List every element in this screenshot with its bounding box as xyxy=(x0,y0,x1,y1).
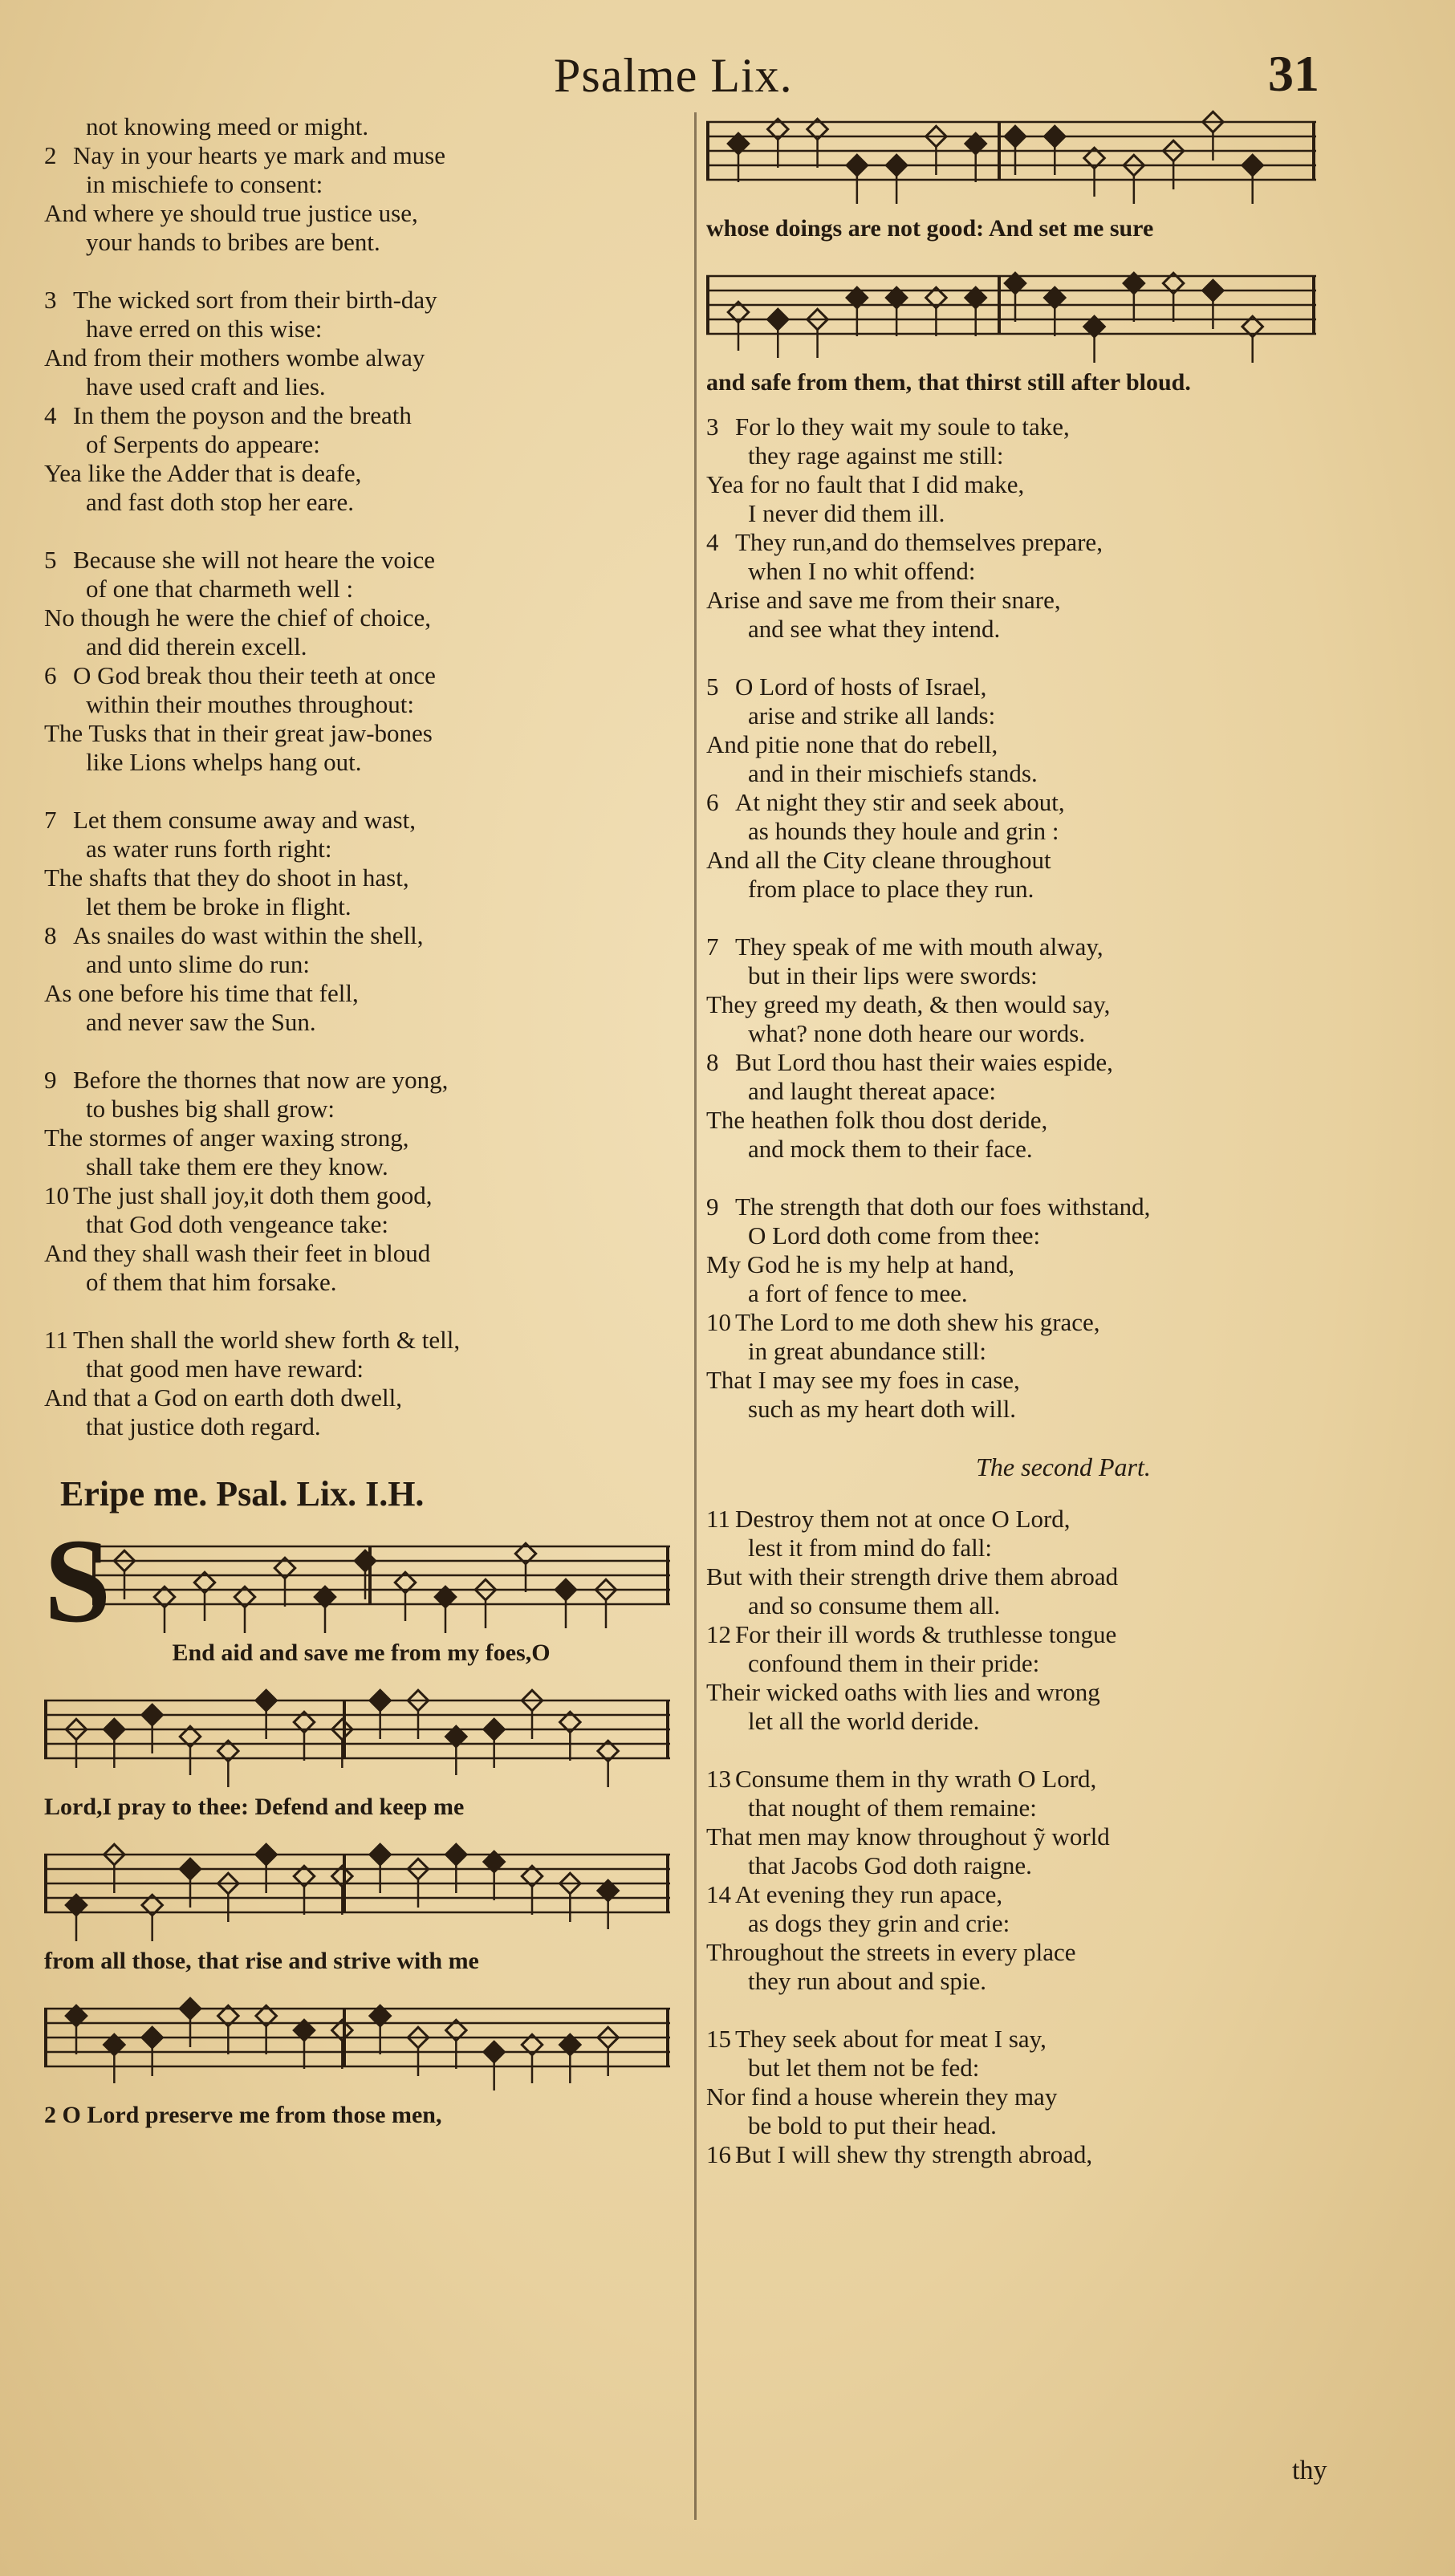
verse-line xyxy=(706,1308,1420,1337)
verse-text: They speak of me with mouth alway, xyxy=(735,932,1103,961)
column-divider xyxy=(694,112,697,2520)
verse-text: a fort of fence to mee. xyxy=(748,1279,968,1307)
verse-text: lest it from mind do fall: xyxy=(748,1534,992,1562)
stanza xyxy=(44,1326,678,1441)
verse-text: The Lord to me doth shew his grace, xyxy=(735,1308,1100,1336)
verse-line xyxy=(706,701,1420,730)
verse-line xyxy=(44,1326,678,1355)
stanza xyxy=(44,546,678,777)
verse-number: 9 xyxy=(44,1066,57,1094)
note-head xyxy=(370,1690,390,1710)
stanza xyxy=(44,286,678,517)
verse-text: but in their lips were swords: xyxy=(748,961,1038,989)
verse-text: in mischiefe to consent: xyxy=(86,170,323,198)
verse-text: For lo they wait my soule to take, xyxy=(735,412,1070,441)
verse-text: and laught thereat apace: xyxy=(748,1077,996,1105)
page-number: 31 xyxy=(1268,45,1319,102)
verse-line xyxy=(44,1239,678,1268)
verse-line xyxy=(706,586,1420,615)
stanza xyxy=(44,112,678,257)
verse-line xyxy=(44,1123,678,1152)
verse-line xyxy=(706,1562,1420,1591)
verse-text: The wicked sort from their birth-day xyxy=(73,286,437,314)
verse-line xyxy=(706,759,1420,788)
verse-text: Nay in your hearts ye mark and muse xyxy=(73,141,446,169)
verse-line xyxy=(44,921,678,950)
verse-text: Throughout the streets in every place xyxy=(706,1938,1076,1966)
music-staff xyxy=(706,104,1420,209)
verse-number: 5 xyxy=(44,546,57,574)
verse-line xyxy=(44,979,678,1008)
verse-text: The just shall joy,it doth them good, xyxy=(73,1181,433,1209)
note-head xyxy=(370,1844,390,1864)
verse-number: 7 xyxy=(706,932,719,961)
verse-text: have used craft and lies. xyxy=(86,372,326,400)
verse-text: what? none doth heare our words. xyxy=(748,1019,1086,1047)
verse-text: The strength that doth our foes withstand, xyxy=(735,1193,1151,1221)
music-lyric: and safe from them, that thirst still after bloud. xyxy=(706,369,1191,396)
verse-line xyxy=(706,1851,1420,1880)
verse-text: as dogs they grin and crie: xyxy=(748,1909,1010,1937)
verse-line xyxy=(44,1383,678,1412)
verse-line xyxy=(706,1135,1420,1164)
verse-line xyxy=(44,315,678,343)
verse-text: let all the world deride. xyxy=(748,1707,980,1735)
verse-text: At evening they run apace, xyxy=(735,1880,1003,1908)
staff-notation xyxy=(706,104,1316,209)
note-head xyxy=(180,1998,200,2018)
stanza xyxy=(706,412,1420,644)
verse-line xyxy=(706,1707,1420,1736)
note-head xyxy=(555,1579,575,1599)
verse-text: and never saw the Sun. xyxy=(86,1008,316,1036)
verse-text: let them be broke in flight. xyxy=(86,892,352,920)
drop-cap: S xyxy=(44,1514,112,1648)
verse-text: But with their strength drive them abroad xyxy=(706,1562,1119,1591)
verse-line xyxy=(706,1221,1420,1250)
verse-line xyxy=(44,1268,678,1297)
verse-text: and see what they intend. xyxy=(748,615,1001,643)
note-head xyxy=(104,1719,124,1739)
verse-number: 4 xyxy=(706,528,719,556)
verse-text: and unto slime do run: xyxy=(86,950,310,978)
verse-line xyxy=(706,1534,1420,1562)
verse-number: 15 xyxy=(706,2025,731,2053)
staff-notation xyxy=(44,1683,670,1787)
music-lyric: from all those, that rise and strive with me xyxy=(44,1948,479,1974)
verse-text: In them the poyson and the breath xyxy=(73,401,412,429)
verse-text: your hands to bribes are bent. xyxy=(86,228,380,256)
verse-line xyxy=(44,719,678,748)
verse-text: and in their mischiefs stands. xyxy=(748,759,1038,787)
verse-number: 11 xyxy=(706,1505,730,1533)
verse-text: That I may see my foes in case, xyxy=(706,1366,1020,1394)
verse-text: As snailes do wast within the shell, xyxy=(73,921,424,949)
running-title: Psalme Lix. xyxy=(554,49,793,102)
verse-text: I never did them ill. xyxy=(748,499,945,527)
verse-text: have erred on this wise: xyxy=(86,315,323,343)
verse-line xyxy=(706,1193,1420,1221)
verse-text: The Tusks that in their great jaw-bones xyxy=(44,719,433,747)
verse-text: For their ill words & truthlesse tongue xyxy=(735,1620,1117,1648)
stanza xyxy=(706,2025,1420,2169)
verse-text: and fast doth stop her eare. xyxy=(86,488,354,516)
verse-number: 9 xyxy=(706,1193,719,1221)
verse-line xyxy=(706,961,1420,990)
verse-text: that Jacobs God doth raigne. xyxy=(748,1851,1032,1879)
verse-text: No though he were the chief of choice, xyxy=(44,603,432,632)
staff-notation xyxy=(44,1991,670,2095)
staff-notation xyxy=(706,258,1316,363)
note-head xyxy=(446,1844,466,1864)
verse-number: 2 xyxy=(44,141,57,169)
verse-number: 5 xyxy=(706,672,719,701)
verse-line xyxy=(44,488,678,517)
verse-text: Yea for no fault that I did make, xyxy=(706,470,1025,498)
verse-text: O God break thou their teeth at once xyxy=(73,661,436,689)
note-head xyxy=(484,1719,504,1739)
verse-line xyxy=(706,1395,1420,1424)
verse-line xyxy=(706,1880,1420,1909)
verse-number: 6 xyxy=(44,661,57,689)
verse-text: And that a God on earth doth dwell, xyxy=(44,1383,402,1412)
verse-text: be bold to put their head. xyxy=(748,2111,997,2139)
verse-number: 12 xyxy=(706,1620,731,1648)
note-head xyxy=(142,1704,162,1725)
verse-line xyxy=(44,1181,678,1210)
verse-line xyxy=(44,546,678,575)
verse-line xyxy=(44,632,678,661)
verse-text: But Lord thou hast their waies espide, xyxy=(735,1048,1113,1076)
verse-number: 4 xyxy=(44,401,57,429)
verse-line xyxy=(706,932,1420,961)
verse-line xyxy=(706,1106,1420,1135)
verse-text: That men may know throughout ỹ world xyxy=(706,1822,1110,1851)
verse-line xyxy=(44,748,678,777)
note-head xyxy=(1045,126,1065,146)
verse-text: they rage against me still: xyxy=(748,441,1004,469)
verse-text: Consume them in thy wrath O Lord, xyxy=(735,1765,1097,1793)
verse-line xyxy=(706,1019,1420,1048)
verse-line xyxy=(44,1066,678,1095)
verse-line xyxy=(706,1967,1420,1996)
verse-line xyxy=(706,1822,1420,1851)
verse-text: in great abundance still: xyxy=(748,1337,986,1365)
part-heading: The second Part. xyxy=(976,1453,1151,1481)
tune-heading: Eripe me. Psal. Lix. I.H. xyxy=(60,1474,425,1514)
verse-text: to bushes big shall grow: xyxy=(86,1095,335,1123)
verse-text: Nor find a house wherein they may xyxy=(706,2082,1058,2111)
music-staff xyxy=(706,258,1420,363)
verse-line xyxy=(706,1591,1420,1620)
verse-line xyxy=(44,892,678,921)
verse-text: that justice doth regard. xyxy=(86,1412,321,1440)
left-verses xyxy=(44,112,678,1441)
verse-line xyxy=(706,2140,1420,2169)
verse-text: within their mouthes throughout: xyxy=(86,690,414,718)
verse-text: Before the thornes that now are yong, xyxy=(73,1066,449,1094)
verse-text: And pitie none that do rebell, xyxy=(706,730,998,758)
verse-text: of one that charmeth well : xyxy=(86,575,354,603)
verse-line xyxy=(706,1909,1420,1938)
verse-text: of Serpents do appeare: xyxy=(86,430,320,458)
verse-text: Their wicked oaths with lies and wrong xyxy=(706,1678,1100,1706)
verse-line xyxy=(706,499,1420,528)
verse-text: O Lord doth come from thee: xyxy=(748,1221,1041,1249)
verse-line xyxy=(706,1048,1420,1077)
verse-line xyxy=(44,806,678,835)
verse-number: 7 xyxy=(44,806,57,834)
verse-line xyxy=(706,2025,1420,2054)
verse-text: they run about and spie. xyxy=(748,1967,987,1995)
note-head xyxy=(256,1844,276,1864)
verse-text: The shafts that they do shoot in hast, xyxy=(44,863,409,892)
verse-line xyxy=(706,875,1420,904)
verse-number: 3 xyxy=(44,286,57,314)
verse-line xyxy=(44,199,678,228)
verse-line xyxy=(44,430,678,459)
staff-notation xyxy=(44,1837,670,1941)
stanza xyxy=(706,672,1420,904)
verse-number: 8 xyxy=(44,921,57,949)
verse-line xyxy=(706,846,1420,875)
verse-text: from place to place they run. xyxy=(748,875,1034,903)
verse-number: 13 xyxy=(706,1765,731,1793)
verse-line xyxy=(706,1366,1420,1395)
verse-line xyxy=(706,672,1420,701)
verse-line xyxy=(44,228,678,257)
verse-number: 14 xyxy=(706,1880,731,1908)
verse-line xyxy=(44,286,678,315)
verse-text: Yea like the Adder that is deafe, xyxy=(44,459,362,487)
verse-line xyxy=(706,1765,1420,1794)
verse-line xyxy=(706,441,1420,470)
verse-line xyxy=(706,412,1420,441)
verse-text: and so consume them all. xyxy=(748,1591,1001,1619)
verse-line xyxy=(706,1505,1420,1534)
verse-text: The stormes of anger waxing strong, xyxy=(44,1123,409,1152)
left-column xyxy=(44,112,678,2145)
verse-number: 10 xyxy=(44,1181,69,1209)
verse-line xyxy=(706,2111,1420,2140)
verse-number: 8 xyxy=(706,1048,719,1076)
verse-text: not knowing meed or might. xyxy=(86,112,369,140)
verse-line xyxy=(706,788,1420,817)
verse-line xyxy=(44,835,678,863)
note-head xyxy=(142,2027,162,2047)
verse-text: shall take them ere they know. xyxy=(86,1152,388,1180)
verse-text: Let them consume away and wast, xyxy=(73,806,416,834)
verse-text: Arise and save me from their snare, xyxy=(706,586,1061,614)
verse-text: and mock them to their face. xyxy=(748,1135,1033,1163)
verse-line xyxy=(44,1008,678,1037)
verse-line xyxy=(706,1250,1420,1279)
verse-line xyxy=(44,1355,678,1383)
verse-text: And from their mothers wombe alway xyxy=(44,343,425,372)
verse-text: arise and strike all lands: xyxy=(748,701,996,729)
verse-text: confound them in their pride: xyxy=(748,1649,1040,1677)
note-head xyxy=(847,155,867,175)
verse-line xyxy=(44,661,678,690)
verse-text: And all the City cleane throughout xyxy=(706,846,1051,874)
stanza xyxy=(706,1505,1420,1736)
verse-text: Destroy them not at once O Lord, xyxy=(735,1505,1071,1533)
verse-line xyxy=(706,615,1420,644)
verse-text: They seek about for meat I say, xyxy=(735,2025,1047,2053)
verse-text: And they shall wash their feet in bloud xyxy=(44,1239,431,1267)
right-verses xyxy=(706,412,1420,1424)
verse-text: as hounds they houle and grin : xyxy=(748,817,1059,845)
note-head xyxy=(768,309,788,329)
verse-text: At night they stir and seek about, xyxy=(735,788,1065,816)
verse-line xyxy=(706,1678,1420,1707)
verse-text: such as my heart doth will. xyxy=(748,1395,1017,1423)
note-head xyxy=(355,1550,375,1570)
catchword: thy xyxy=(1292,2456,1327,2485)
verse-line xyxy=(706,1077,1420,1106)
verse-text: The heathen folk thou dost deride, xyxy=(706,1106,1048,1134)
stanza xyxy=(706,1193,1420,1424)
verse-text: Because she will not heare the voice xyxy=(73,546,436,574)
verse-text: that nought of them remaine: xyxy=(748,1794,1037,1822)
verse-text: They run,and do themselves prepare, xyxy=(735,528,1103,556)
stanza xyxy=(44,806,678,1037)
verse-text: but let them not be fed: xyxy=(748,2054,980,2082)
verse-text: But I will shew thy strength abroad, xyxy=(735,2140,1093,2168)
verse-text: Then shall the world shew forth & tell, xyxy=(73,1326,461,1354)
verse-line xyxy=(44,372,678,401)
verse-line xyxy=(44,112,678,141)
verse-line xyxy=(706,470,1420,499)
verse-number: 11 xyxy=(44,1326,68,1354)
music-staff xyxy=(44,1683,678,1787)
music-staff xyxy=(44,1514,678,1648)
verse-text: As one before his time that fell, xyxy=(44,979,359,1007)
note-head xyxy=(484,2042,504,2062)
verse-line xyxy=(44,1095,678,1123)
verse-text: O Lord of hosts of Israel, xyxy=(735,672,987,701)
verse-text: as water runs forth right: xyxy=(86,835,332,863)
verse-line xyxy=(706,1794,1420,1822)
stanza xyxy=(706,932,1420,1164)
staff-notation xyxy=(92,1529,670,1633)
verse-line xyxy=(44,170,678,199)
stanza xyxy=(44,1066,678,1297)
verse-line xyxy=(706,1337,1420,1366)
verse-line xyxy=(706,1620,1420,1649)
verse-text: that good men have reward: xyxy=(86,1355,364,1383)
verse-line xyxy=(44,401,678,430)
verse-text: And where ye should true justice use, xyxy=(44,199,418,227)
verse-text: like Lions whelps hang out. xyxy=(86,748,362,776)
verse-line xyxy=(44,343,678,372)
verse-number: 6 xyxy=(706,788,719,816)
verse-line xyxy=(44,1210,678,1239)
music-lyric: whose doings are not good: And set me sure xyxy=(706,215,1154,242)
music-staff xyxy=(44,1991,678,2095)
note-head xyxy=(1203,280,1223,300)
verse-line xyxy=(706,730,1420,759)
verse-line xyxy=(706,528,1420,557)
verse-line xyxy=(706,1279,1420,1308)
verse-text: My God he is my help at hand, xyxy=(706,1250,1015,1278)
verse-line xyxy=(44,459,678,488)
verse-line xyxy=(44,690,678,719)
verse-line xyxy=(44,1412,678,1441)
verse-text: that God doth vengeance take: xyxy=(86,1210,389,1238)
verse-line xyxy=(706,990,1420,1019)
verse-line xyxy=(706,2082,1420,2111)
verse-text: when I no whit offend: xyxy=(748,557,976,585)
verse-text: They greed my death, & then would say, xyxy=(706,990,1111,1018)
note-head xyxy=(256,1690,276,1710)
verse-line xyxy=(44,141,678,170)
verse-text: and did therein excell. xyxy=(86,632,307,660)
music-lyric: 2 O Lord preserve me from those men, xyxy=(44,2102,442,2128)
right-verses-part-two xyxy=(706,1505,1420,2169)
note-head xyxy=(1005,126,1025,146)
verse-line xyxy=(44,950,678,979)
verse-number: 10 xyxy=(706,1308,731,1336)
verse-text: of them that him forsake. xyxy=(86,1268,337,1296)
right-column xyxy=(706,96,1420,2198)
music-lyric: Lord,I pray to thee: Defend and keep me xyxy=(44,1794,465,1820)
note-head xyxy=(180,1859,200,1879)
verse-line xyxy=(44,575,678,603)
verse-line xyxy=(706,1649,1420,1678)
verse-line xyxy=(44,603,678,632)
note-head xyxy=(1242,155,1262,175)
music-lyric: End aid and save me from my foes,O xyxy=(172,1639,551,1666)
verse-line xyxy=(44,1152,678,1181)
verse-line xyxy=(44,863,678,892)
verse-number: 16 xyxy=(706,2140,731,2168)
verse-line xyxy=(706,2054,1420,2082)
note-head xyxy=(886,155,906,175)
stanza xyxy=(706,1765,1420,1996)
verse-line xyxy=(706,1938,1420,1967)
music-staff xyxy=(44,1837,678,1941)
verse-line xyxy=(706,817,1420,846)
verse-line xyxy=(706,557,1420,586)
verse-number: 3 xyxy=(706,412,719,441)
